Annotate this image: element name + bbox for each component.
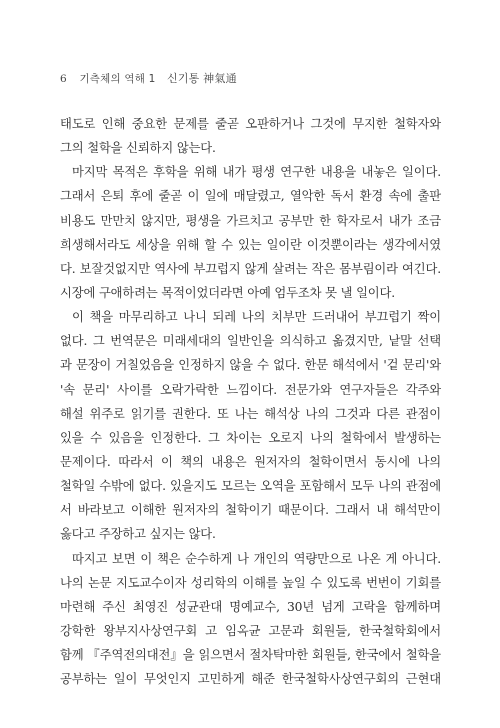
text-line: 태도로 인해 중요한 문제를 줄곧 오판하거나 그것에 무지한 철학자와 xyxy=(60,117,441,131)
text-line: '속 문리' 사이를 오락가락한 느낌이다. 전문가와 연구자들은 각주와 xyxy=(60,382,441,397)
page-number: 6 xyxy=(60,73,67,85)
text-line: 이 책을 마무리하고 나니 되레 나의 치부만 드러내어 부끄럽기 짝이 xyxy=(72,310,441,325)
text-line: 과 문장이 거칠었음을 인정하지 않을 수 없다. 한문 해석에서 '겉 문리'와 xyxy=(60,358,441,373)
text-line: 시장에 구애하려는 목적이었더라면 아예 엄두조차 못 낼 일이다. xyxy=(60,285,396,300)
text-line: 그의 철학을 신뢰하지 않는다. xyxy=(60,141,216,156)
body-text xyxy=(60,112,441,691)
text-line: 해설 위주로 읽기를 권한다. 또 나는 해석상 나의 그것과 다른 관점이 xyxy=(60,406,441,421)
text-line: 문제이다. 따라서 이 책의 내용은 원저자의 철학이면서 동시에 나의 xyxy=(60,454,441,469)
text-line: 옳다고 주장하고 싶지는 않다. xyxy=(60,527,216,542)
text-line: 그래서 은퇴 후에 줄곧 이 일에 매달렸고, 열악한 독서 환경 속에 출판 xyxy=(60,189,441,204)
text-line: 희생해서라도 세상을 위해 할 수 있는 일이란 이것뿐이라는 생각에서였 xyxy=(60,237,441,252)
text-line: 있을 수 있음을 인정한다. 그 차이는 오로지 나의 철학에서 발생하는 xyxy=(60,430,441,445)
text-line: 철학일 수밖에 없다. 있을지도 모르는 오역을 포함해서 모두 나의 관점에 xyxy=(60,479,441,494)
text-line: 강학한 왕부지사상연구회 고 임옥균 고문과 회원들, 한국철학회에서 xyxy=(60,623,441,638)
running-header xyxy=(60,70,237,86)
text-line: 비용도 만만치 않지만, 평생을 가르치고 공부만 한 학자로서 내가 조금 xyxy=(60,213,441,228)
book-title: 기측체의 역해 1 xyxy=(79,73,156,85)
text-line: 함께 『주역전의대전』을 읽으면서 절차탁마한 회원들, 한국에서 철학을 xyxy=(60,648,441,663)
book-subtitle: 신기통 神氣通 xyxy=(167,72,237,85)
text-line: 서 바라보고 이해한 원저자의 철학이기 때문이다. 그래서 내 해석만이 xyxy=(60,503,441,518)
text-line: 마련해 주신 최영진 성균관대 명예교수, 30년 넘게 고락을 함께하며 xyxy=(60,599,441,614)
text-line: 나의 논문 지도교수이자 성리학의 이해를 높일 수 있도록 번번이 기회를 xyxy=(60,575,441,590)
text-line: 다. 보잘것없지만 역사에 부끄럽지 않게 살려는 작은 몸부림이라 여긴다. xyxy=(60,261,441,276)
text-line: 공부하는 일이 무엇인지 고민하게 해준 한국철학사상연구회의 근현대 xyxy=(60,672,441,687)
text-line: 따지고 보면 이 책은 순수하게 나 개인의 역량만으로 나온 게 아니다. xyxy=(72,551,441,566)
text-line: 마지막 목적은 후학을 위해 내가 평생 연구한 내용을 내놓은 일이다. xyxy=(72,165,441,180)
text-line: 없다. 그 번역문은 미래세대의 일반인을 의식하고 옮겼지만, 낱말 선택 xyxy=(60,334,441,349)
